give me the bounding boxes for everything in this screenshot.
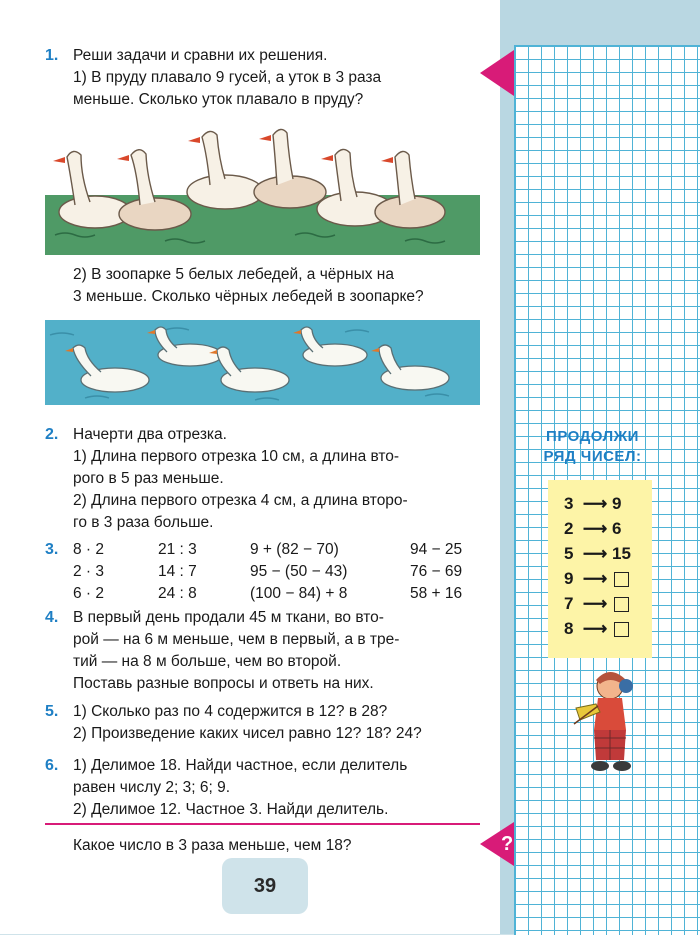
expression: (100 − 84) + 8 xyxy=(250,585,348,602)
task3-column-4 xyxy=(410,539,462,605)
arrow-icon: ⟶ xyxy=(582,569,608,588)
task2-line4: 2) Длина первого отрезка 4 см, а длина второ- xyxy=(73,492,408,509)
task-number-2: 2. xyxy=(45,426,59,443)
task-number-6: 6. xyxy=(45,757,59,774)
task6-line2: равен числу 2; 3; 6; 9. xyxy=(73,779,230,796)
cartoon-character-illustration xyxy=(570,668,640,776)
swans-illustration xyxy=(45,320,480,405)
sequence-from: 9 xyxy=(564,569,574,588)
divider-line xyxy=(45,823,480,825)
expression: 24 : 8 xyxy=(158,585,197,602)
sequence-from: 8 xyxy=(564,619,574,638)
task1-problem1-line1: 1) В пруду плавало 9 гусей, а уток в 3 раза xyxy=(73,69,382,86)
expression: 9 + (82 − 70) xyxy=(250,541,339,558)
task6-line1: 1) Делимое 18. Найди частное, если делитель xyxy=(73,757,408,774)
expression: 94 − 25 xyxy=(410,541,463,558)
sequence-row xyxy=(564,592,629,616)
sequence-from: 5 xyxy=(564,544,574,563)
task-number-4: 4. xyxy=(45,609,59,626)
expression: 58 + 16 xyxy=(410,585,463,602)
arrow-icon: ⟶ xyxy=(582,494,608,513)
sidebar-title-line2: РЯД ЧИСЕЛ: xyxy=(543,448,642,465)
arrow-icon: ⟶ xyxy=(582,544,608,563)
task5-line1: 1) Сколько раз по 4 содержится в 12? в 28? xyxy=(73,703,388,720)
task2-line1: Начерти два отрезка. xyxy=(73,426,227,443)
task-number-3: 3. xyxy=(45,541,59,558)
task-number-1: 1. xyxy=(45,47,59,64)
task5-line2: 2) Произведение каких чисел равно 12? 18? 24? xyxy=(73,725,422,742)
geese-illustration xyxy=(45,117,480,255)
task3-column-1 xyxy=(73,539,104,605)
sequence-row xyxy=(564,567,629,591)
expression: 6 · 2 xyxy=(73,585,105,602)
expression: 2 · 3 xyxy=(73,563,105,580)
task4-line1: В первый день продали 45 м ткани, во вто- xyxy=(73,609,384,626)
expression: 8 · 2 xyxy=(73,541,105,558)
task6-line3: 2) Делимое 12. Частное 3. Найди делитель. xyxy=(73,801,389,818)
expression: 76 − 69 xyxy=(410,563,463,580)
sequence-from: 2 xyxy=(564,519,574,538)
number-sequence-card xyxy=(548,480,652,658)
arrow-icon: ⟶ xyxy=(582,594,608,613)
task1-intro: Реши задачи и сравни их решения. xyxy=(73,47,328,64)
sequence-from: 7 xyxy=(564,594,574,613)
sequence-to: 6 xyxy=(612,519,622,538)
sequence-to: 9 xyxy=(612,494,622,513)
task3-column-3 xyxy=(250,539,347,605)
sequence-row xyxy=(564,517,621,541)
task4-line4: Поставь разные вопросы и ответь на них. xyxy=(73,675,374,692)
sidebar-title xyxy=(520,427,665,467)
task1-problem2-line1: 2) В зоопарке 5 белых лебедей, а чёрных на xyxy=(73,266,394,283)
task1-problem2-line2: 3 меньше. Сколько чёрных лебедей в зоопарке? xyxy=(73,288,424,305)
task3-column-2 xyxy=(158,539,197,605)
arrow-icon: ⟶ xyxy=(582,619,608,638)
sequence-from: 3 xyxy=(564,494,574,513)
question-mark-icon: ? xyxy=(501,833,514,855)
task4-line2: рой — на 6 м меньше, чем в первый, а в тре- xyxy=(73,631,400,648)
sequence-to: 15 xyxy=(612,544,631,563)
sidebar-title-line1: ПРОДОЛЖИ xyxy=(546,428,639,445)
task2-line2: 1) Длина первого отрезка 10 см, а длина вто- xyxy=(73,448,400,465)
task-number-5: 5. xyxy=(45,703,59,720)
expression: 95 − (50 − 43) xyxy=(250,563,348,580)
expression: 14 : 7 xyxy=(158,563,197,580)
sequence-row xyxy=(564,542,631,566)
task4-line3: тий — на 8 м больше, чем во второй. xyxy=(73,653,342,670)
arrow-icon: ⟶ xyxy=(582,519,608,538)
sequence-row xyxy=(564,492,621,516)
page-number: 39 xyxy=(222,858,308,914)
empty-answer-box xyxy=(614,622,629,637)
expression: 21 : 3 xyxy=(158,541,197,558)
pink-triangle-marker xyxy=(480,50,514,96)
bonus-question: Какое число в 3 раза меньше, чем 18? xyxy=(73,837,352,854)
sequence-row xyxy=(564,617,629,641)
task1-problem1-line2: меньше. Сколько уток плавало в пруду? xyxy=(73,91,364,108)
empty-answer-box xyxy=(614,597,629,612)
empty-answer-box xyxy=(614,572,629,587)
task2-line5: го в 3 раза больше. xyxy=(73,514,214,531)
task2-line3: рого в 5 раз меньше. xyxy=(73,470,224,487)
